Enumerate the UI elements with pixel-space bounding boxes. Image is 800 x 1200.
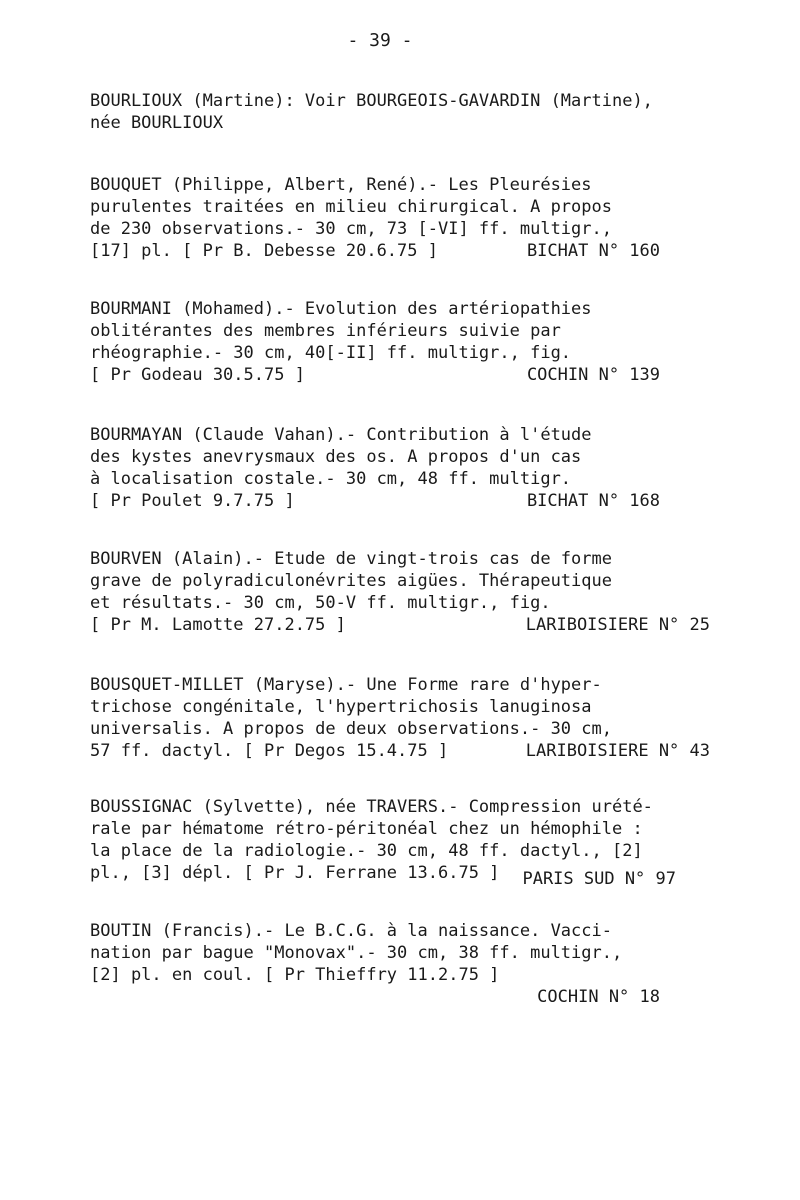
entry-line: des kystes anevrysmaux des os. A propos d'un cas: [90, 447, 582, 467]
location-code: BICHAT N° 160: [526, 241, 660, 261]
entry-line: BOURMAYAN (Claude Vahan).- Contribution à l'étude: [90, 425, 592, 445]
location-code: BICHAT N° 168: [526, 491, 660, 511]
bibliography-entry: [90, 920, 660, 1008]
entry-line: 57 ff. dactyl. [ Pr Degos 15.4.75 ]: [90, 741, 449, 761]
entry-line: BOUTIN (Francis).- Le B.C.G. à la naissance. Vacci-: [90, 921, 612, 941]
entry-line: trichose congénitale, l'hypertrichosis lanuginosa: [90, 697, 592, 717]
bibliography-entry: [90, 674, 710, 762]
bibliography-entry: [90, 548, 710, 636]
bibliography-entry: [90, 424, 660, 512]
entry-line: la place de la radiologie.- 30 cm, 48 ff. dactyl., [2]: [90, 841, 643, 861]
entry-line: purulentes traitées en milieu chirurgical. A propos: [90, 197, 612, 217]
entry-line: grave de polyradiculonévrites aigües. Thérapeutique: [90, 571, 612, 591]
entry-line: [ Pr Poulet 9.7.75 ]: [90, 491, 295, 511]
entry-line: oblitérantes des membres inférieurs suivie par: [90, 321, 561, 341]
entry-line: BOUSSIGNAC (Sylvette), née TRAVERS.- Compression urété-: [90, 797, 653, 817]
page-number: - 39 -: [347, 30, 413, 51]
entry-line: rhéographie.- 30 cm, 40[-II] ff. multigr., fig.: [90, 343, 572, 363]
entry-line: de 230 observations.- 30 cm, 73 [-VI] ff. multigr.,: [90, 219, 612, 239]
entry-line: née BOURLIOUX: [90, 113, 224, 133]
location-code: LARIBOISIERE N° 43: [525, 741, 710, 761]
location-code: COCHIN N° 18: [537, 987, 660, 1007]
bibliography-entry: [90, 298, 660, 386]
location-code: LARIBOISIERE N° 25: [525, 615, 710, 635]
entry-line: BOUQUET (Philippe, Albert, René).- Les Pleurésies: [90, 175, 592, 195]
entry-line: BOURMANI (Mohamed).- Evolution des artériopathies: [90, 299, 592, 319]
entry-line: [2] pl. en coul. [ Pr Thieffry 11.2.75 ]: [90, 965, 500, 985]
entry-line: [ Pr M. Lamotte 27.2.75 ]: [90, 615, 346, 635]
entry-line: universalis. A propos de deux observations.- 30 cm,: [90, 719, 612, 739]
entry-line: et résultats.- 30 cm, 50-V ff. multigr., fig.: [90, 593, 551, 613]
bibliography-entry: [90, 90, 653, 134]
entry-line: BOUSQUET-MILLET (Maryse).- Une Forme rare d'hyper-: [90, 675, 602, 695]
bibliography-entry: [90, 174, 660, 262]
entry-line: [ Pr Godeau 30.5.75 ]: [90, 365, 305, 385]
entry-line: à localisation costale.- 30 cm, 48 ff. multigr.: [90, 469, 572, 489]
location-code: COCHIN N° 139: [526, 365, 660, 385]
entry-line: pl., [3] dépl. [ Pr J. Ferrane 13.6.75 ]: [90, 863, 500, 883]
location-code: PARIS SUD N° 97: [522, 869, 676, 889]
entry-line: nation par bague "Monovax".- 30 cm, 38 ff. multigr.,: [90, 943, 623, 963]
entry-line: BOURLIOUX (Martine): Voir BOURGEOIS-GAVARDIN (Martine),: [90, 91, 653, 111]
bibliography-entry: [90, 796, 676, 889]
entry-line: rale par hématome rétro-péritonéal chez un hémophile :: [90, 819, 643, 839]
entry-line: BOURVEN (Alain).- Etude de vingt-trois cas de forme: [90, 549, 612, 569]
entry-line: [17] pl. [ Pr B. Debesse 20.6.75 ]: [90, 241, 438, 261]
